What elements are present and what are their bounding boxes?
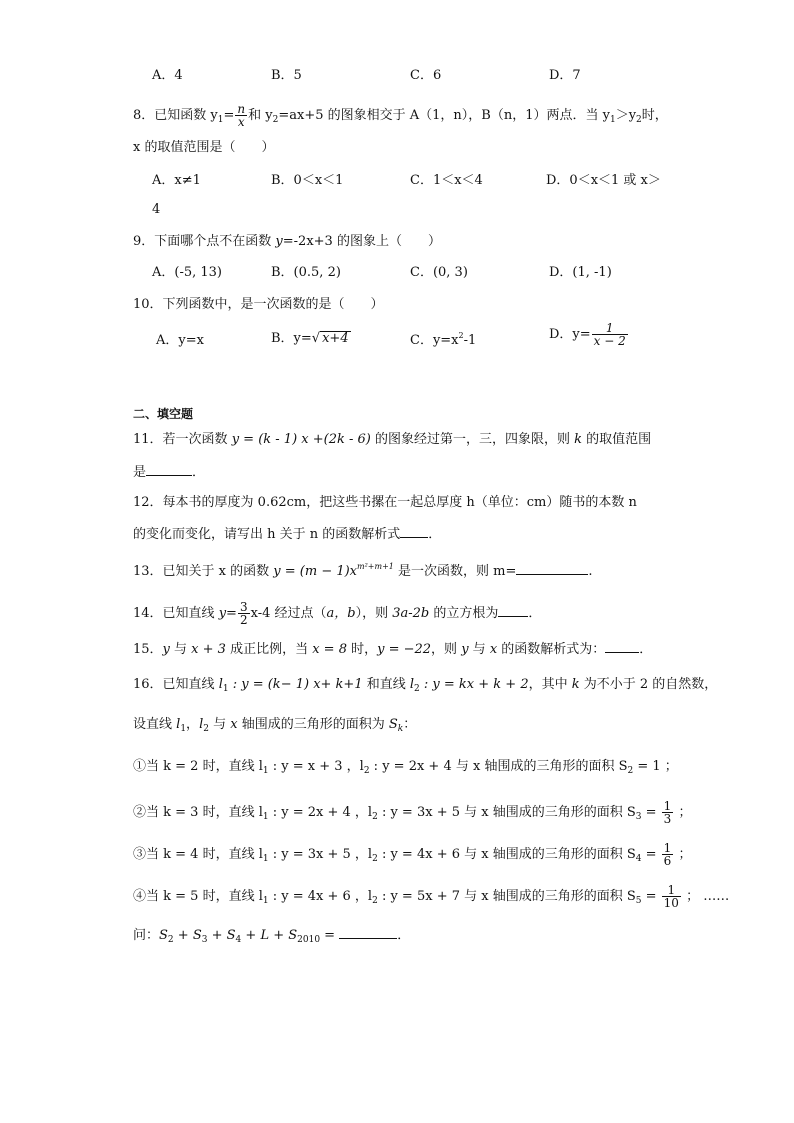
q16-case-4: ④当 k = 5 时，直线 $l_1$ : y = 4x + 6 ，$l_2$ : y = 5x + 7 与 x 轴围成的三角形的面积 $S_5$ = $\frac{1}{10}$ ； …… [133, 883, 730, 910]
answer-blank[interactable] [498, 604, 528, 617]
answer-blank[interactable] [146, 463, 192, 476]
q9-stem: 9．下面哪个点不在函数 y=-2x+3 的图象上（ ） [133, 234, 441, 249]
answer-blank[interactable] [605, 640, 639, 653]
answer-blank[interactable] [400, 525, 428, 538]
q10-stem: 10．下列函数中，是一次函数的是（ ） [133, 297, 384, 312]
q16-stem-line2: 设直线 $l_1$，$l_2$ 与 x 轴围成的三角形的面积为 $S_k$： [133, 717, 417, 734]
q7-option-d: D．7 [549, 68, 581, 83]
q16-case-1: ①当 k = 2 时，直线 $l_1$ : y = x + 3 ，$l_2$ : y = 2x + 4 与 x 轴围成的三角形的面积 $S_2 = 1$ ； [133, 759, 678, 776]
q7-option-c: C．6 [410, 68, 442, 83]
q8-stem-line2: x 的取值范围是（ ） [133, 140, 275, 155]
q16-case-3: ③当 k = 4 时，直线 $l_1$ : y = 3x + 5 ，$l_2$ : y = 4x + 6 与 x 轴围成的三角形的面积 $S_4$ = $\frac{1}{6}$ ； [133, 841, 692, 868]
q9-option-b: B．(0.5, 2) [271, 265, 341, 280]
answer-blank[interactable] [339, 926, 397, 939]
q8-fraction: $\frac{n}{x}$ [237, 102, 246, 129]
q7-option-a: A．4 [152, 68, 183, 83]
q10-option-d: D．y= $\frac{1}{x - 2}$ [549, 321, 626, 348]
q10-option-b: B．y=√ x+4 [271, 331, 349, 346]
q9-option-d: D．(1, -1) [549, 265, 612, 280]
q8-stem: 8．已知函数 $y_1=$ $\frac{n}{x}$ 和 $y_2=ax+5$ 的图象相交于 A（1，n），B（n，1）两点．当 $y_1>y_2$时， [133, 102, 668, 129]
q11-stem: 11．若一次函数 y = (k - 1) x +(2k - 6) 的图象经过第一，三，四象限，则 k 的取值范围 [133, 432, 652, 447]
q12-stem-line2: 的变化而变化，请写出 h 关于 n 的函数解析式 ． [133, 527, 442, 542]
answer-blank[interactable] [516, 562, 588, 575]
q16-case-2: ②当 k = 3 时，直线 $l_1$ : y = 2x + 4 ，$l_2$ : y = 3x + 5 与 x 轴围成的三角形的面积 $S_3$ = $\frac{1}{3}$ ； [133, 799, 692, 826]
q14-stem: 14．已知直线 y= $\frac{3}{2}$ x-4 经过点（a，b），则 3a-2b 的立方根为 ． [133, 600, 542, 627]
section-title-fill-in: 二、填空题 [133, 407, 194, 421]
q11-stem-line2: 是 ． [133, 465, 206, 480]
q12-stem: 12．每本书的厚度为 0.62cm，把这些书摞在一起总厚度 h（单位：cm）随书的本数 n [133, 495, 637, 510]
q8-option-d-cont: 4 [152, 202, 161, 217]
q8-option-c: C．1＜x＜4 [410, 173, 483, 188]
q9-option-a: A．(-5, 13) [152, 265, 223, 280]
q8-option-d: D．0＜x＜1 或 x＞ [546, 173, 661, 188]
q8-option-a: A．x≠1 [152, 173, 201, 188]
q10-option-c: C．$y=x^2-1$ [410, 331, 477, 348]
q10-option-a: A．y=x [156, 333, 204, 348]
q15-stem: 15．y 与 x + 3 成正比例，当 x = 8 时，y = −22，则 y 与 x 的函数解析式为： ． [133, 642, 653, 657]
q9-option-c: C．(0, 3) [410, 265, 468, 280]
q16-stem: 16．已知直线 $l_1$ : y = (k− 1) x+ k+1 和直线 $l_2$ : y = kx + k + 2，其中 k 为不小于 2 的自然数， [133, 677, 718, 694]
q7-option-b: B．5 [271, 68, 302, 83]
q13-stem: 13．已知关于 x 的函数 $y = (m - 1)x^{m^2+m+1}$ 是一次函数，则 m= . [133, 562, 593, 579]
q8-option-b: B．0＜x＜1 [271, 173, 344, 188]
q16-question: 问：$S_2 + S_3 + S_4 + L + S_{2010}$ = ． [133, 928, 411, 945]
